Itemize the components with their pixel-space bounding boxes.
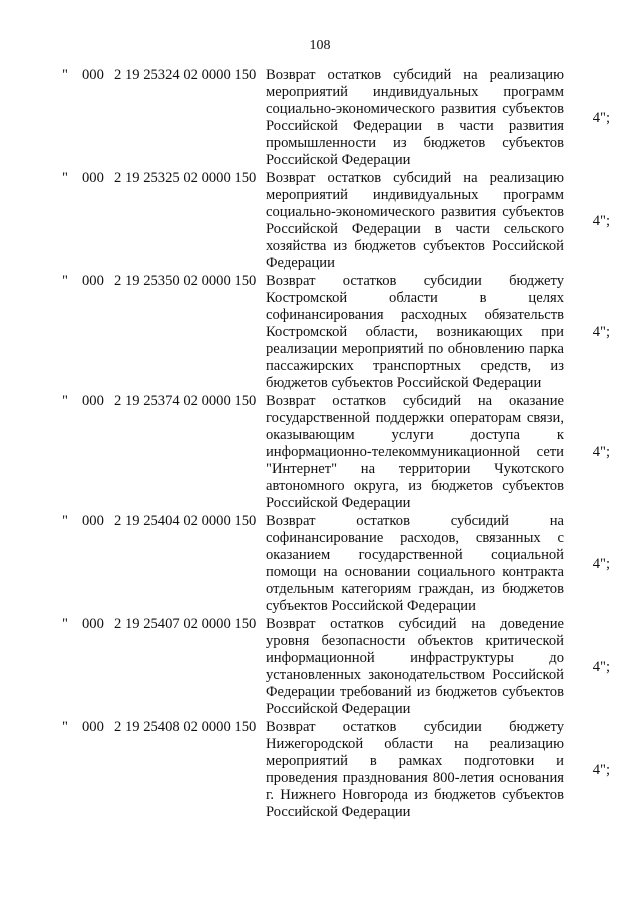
revenue-description: Возврат остатков субсидий на доведение уровня безопасности объектов критической информационной инфраструктуры до установленных законодательством Российской Федерации требований из бюджетов субъектов Российской Федерации bbox=[266, 616, 564, 717]
admin-code: 000 bbox=[82, 170, 104, 186]
revenue-description: Возврат остатков субсидий на реализацию мероприятий индивидуальных программ социально-экономического развития субъектов Российской Федерации в части развития промышленности из бюджетов субъектов Российской Федерации bbox=[266, 67, 564, 168]
row-value: 4"; bbox=[592, 658, 610, 675]
opening-quote: " bbox=[62, 273, 68, 289]
opening-quote: " bbox=[62, 170, 68, 186]
opening-quote: " bbox=[62, 719, 68, 735]
opening-quote: " bbox=[62, 67, 68, 83]
row-value: 4"; bbox=[592, 555, 610, 572]
table-row bbox=[62, 719, 610, 821]
revenue-description: Возврат остатков субсидий на реализацию мероприятий индивидуальных программ социально-экономического развития субъектов Российской Федерации в части сельского хозяйства из бюджетов субъектов Российской Федерации bbox=[266, 170, 564, 271]
opening-quote: " bbox=[62, 513, 68, 529]
budget-classification-code: 2 19 25404 02 0000 150 bbox=[114, 513, 257, 529]
revenue-description: Возврат остатков субсидий на софинансирование расходов, связанных с оказанием государственной социальной помощи на основании социального контракта отдельным категориям граждан, из бюджетов субъектов Российской Федерации bbox=[266, 513, 564, 614]
table-row bbox=[62, 170, 610, 272]
table-row bbox=[62, 67, 610, 169]
table-row bbox=[62, 513, 610, 615]
budget-classification-code: 2 19 25324 02 0000 150 bbox=[114, 67, 257, 83]
row-value: 4"; bbox=[592, 444, 610, 460]
revenue-description: Возврат остатков субсидий на оказание государственной поддержки операторам связи, оказывающим услуги доступа к информационно-телекоммуникационной сети "Интернет" на территории Чукотского автономного округа, из бюджетов субъектов Российской Федерации bbox=[266, 393, 564, 511]
row-value: 4"; bbox=[592, 761, 610, 778]
table-row bbox=[62, 616, 610, 718]
admin-code: 000 bbox=[82, 273, 104, 289]
budget-classification-code: 2 19 25408 02 0000 150 bbox=[114, 719, 257, 735]
page-number: 108 bbox=[309, 38, 331, 53]
table-row bbox=[62, 393, 610, 512]
admin-code: 000 bbox=[82, 513, 104, 529]
budget-classification-code: 2 19 25350 02 0000 150 bbox=[114, 273, 257, 289]
budget-code-table bbox=[62, 67, 610, 822]
admin-code: 000 bbox=[82, 67, 104, 83]
opening-quote: " bbox=[62, 393, 68, 409]
revenue-description: Возврат остатков субсидии бюджету Костромской области в целях софинансирования расходных обязательств Костромской области, возникающих при реализации мероприятий по обновлению парка пассажирских транспортных средств, из бюджетов субъектов Российской Федерации bbox=[266, 273, 564, 391]
budget-classification-code: 2 19 25374 02 0000 150 bbox=[114, 393, 257, 409]
table-row bbox=[62, 273, 610, 392]
budget-classification-code: 2 19 25407 02 0000 150 bbox=[114, 616, 257, 632]
admin-code: 000 bbox=[82, 719, 104, 735]
row-value: 4"; bbox=[592, 109, 610, 126]
revenue-description: Возврат остатков субсидии бюджету Нижегородской области на реализацию мероприятий в рамках подготовки и проведения празднования 800-летия основания г. Нижнего Новгорода из бюджетов субъектов Российской Федерации bbox=[266, 719, 564, 820]
opening-quote: " bbox=[62, 616, 68, 632]
admin-code: 000 bbox=[82, 616, 104, 632]
admin-code: 000 bbox=[82, 393, 104, 409]
row-value: 4"; bbox=[592, 324, 610, 340]
budget-classification-code: 2 19 25325 02 0000 150 bbox=[114, 170, 257, 186]
row-value: 4"; bbox=[592, 212, 610, 229]
